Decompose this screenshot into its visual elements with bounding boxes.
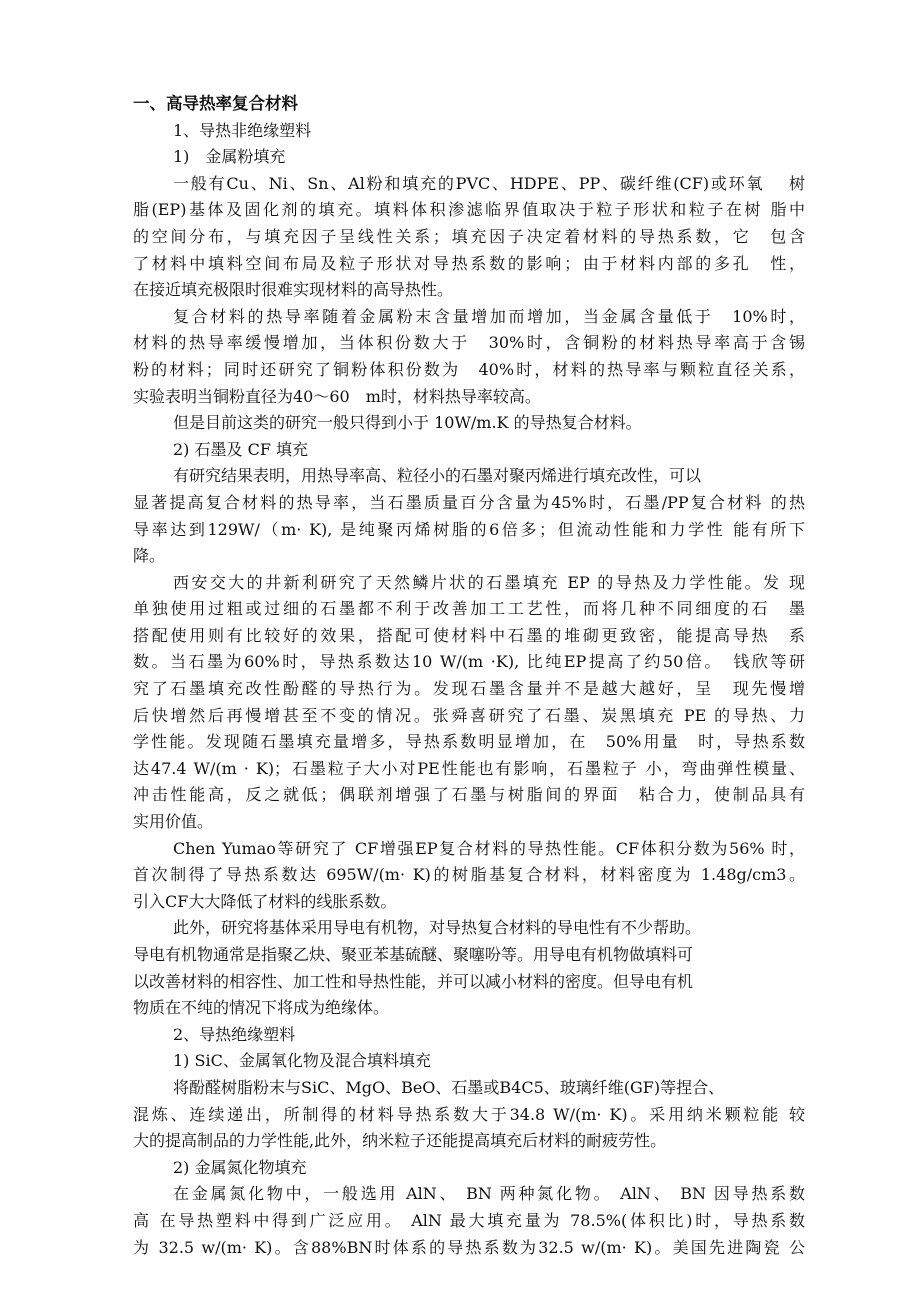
- text-line: 为 32.5 w/(m· K)。含88%BN时体系的导热系数为32.5 w/(m· K)。美国先进陶瓷 公: [133, 1237, 805, 1257]
- text-line: 2) 金属氮化物填充: [173, 1157, 307, 1177]
- text-line: 在金属氮化物中，一般选用 AlN、 BN 两种氮化物。 AlN、 BN 因导热系数: [173, 1184, 805, 1204]
- text-line: 导率达到129W/（m· K), 是纯聚丙烯树脂的6倍多；但流动性能和力学性 能有所下: [133, 519, 805, 539]
- text-line: 后快增然后再慢增甚至不变的情况。张舜喜研究了石墨、炭黑填充 PE 的导热、力: [133, 705, 805, 725]
- text-line: 粉的材料；同时还研究了铜粉体积份数为 40%时，材料的热导率与颗粒直径关系，: [133, 359, 805, 379]
- text-line: 此外，研究将基体采用导电有机物，对导热复合材料的导电性有不少帮助。: [173, 918, 702, 938]
- text-line: 究了石墨填充改性酚醛的导热行为。发现石墨含量并不是越大越好，呈 现先慢增: [133, 679, 805, 699]
- text-line: 一般有Cu、Ni、Sn、Al粉和填充的PVC、HDPE、PP、碳纤维(CF)或环氧 树: [173, 173, 805, 193]
- text-line: 1) 金属粉填充: [173, 147, 286, 167]
- text-line: 单独使用过粗或过细的石墨都不利于改善加工工艺性，而将几种不同细度的石 墨: [133, 599, 805, 619]
- text-line: 显著提高复合材料的热导率，当石墨质量百分含量为45%时，石墨/PP复合材料 的热: [133, 492, 805, 512]
- text-line: 数。当石墨为60%时，导热系数达10 W/(m ·K), 比纯EP提高了约50倍。 钱欣等研: [133, 652, 805, 672]
- text-line: 达47.4 W/(m · K)；石墨粒子大小对PE性能也有影响，石墨粒子 小，弯曲弹性模量、: [133, 758, 805, 778]
- text-line: 复合材料的热导率随着金属粉末含量增加而增加，当金属含量低于 10%时，: [173, 306, 805, 326]
- text-line: 西安交大的井新利研究了天然鳞片状的石墨填充 EP 的导热及力学性能。发 现: [173, 572, 805, 592]
- text-line: 2) 石墨及 CF 填充: [173, 439, 309, 459]
- text-line: 导电有机物通常是指聚乙炔、聚亚苯基硫醚、聚噻吩等。用导电有机物做填料可: [133, 945, 694, 964]
- document-body: [133, 118, 805, 1262]
- text-line: 大的提高制品的力学性能,此外，纳米粒子还能提高填充后材料的耐疲劳性。: [133, 1131, 667, 1151]
- text-line: Chen Yumao等研究了 CF增强EP复合材料的导热性能。CF体积分数为56% 时，: [173, 838, 805, 858]
- text-line: 混炼、连续递出，所制得的材料导热系数大于34.8 W/(m· K)。采用纳米颗粒能 较: [133, 1104, 805, 1124]
- text-line: 搭配使用则有比较好的效果，搭配可使材料中石墨的堆砌更致密，能提高导热 系: [133, 625, 805, 645]
- text-line: 的空间分布，与填充因子呈线性关系；填充因子决定着材料的导热系数，它 包含: [133, 226, 805, 246]
- text-line: 了材料中填料空间布局及粒子形状对导热系数的影响；由于材料内部的多孔 性，: [133, 253, 805, 273]
- text-line: 实用价值。: [133, 812, 214, 832]
- text-line: 脂(EP)基体及固化剂的填充。填料体积渗滤临界值取决于粒子形状和粒子在树 脂中: [133, 200, 805, 220]
- text-line: 高 在导热塑料中得到广泛应用。 AlN 最大填充量为 78.5%(体积比)时，导热系数: [133, 1210, 805, 1230]
- text-line: 但是目前这类的研究一般只得到小于 10W/m.K 的导热复合材料。: [173, 413, 642, 433]
- text-line: 将酚醛树脂粉末与SiC、MgO、BeO、石墨或B4C5、玻璃纤维(GF)等捏合、: [173, 1077, 725, 1097]
- text-line: 降。: [133, 546, 166, 566]
- text-line: 物质在不纯的情况下将成为绝缘体。: [133, 998, 390, 1018]
- text-line: 冲击性能高，反之就低；偶联剂增强了石墨与树脂间的界面 粘合力，使制品具有: [133, 785, 805, 805]
- text-line: 以改善材料的相容性、加工性和导热性能，并可以减小材料的密度。但导电有机: [133, 971, 694, 991]
- text-line: 有研究结果表明，用热导率高、粒径小的石墨对聚丙烯进行填充改性，可以: [173, 466, 702, 486]
- text-line: 1、导热非绝缘塑料: [173, 120, 312, 140]
- text-line: 首次制得了导热系数达 695W/(m· K)的树脂基复合材料，材料密度为 1.48g/cm3。: [133, 865, 805, 885]
- section-title: 一、高导热率复合材料: [133, 94, 298, 113]
- text-line: 1) SiC、金属氧化物及混合填料填充: [173, 1051, 431, 1071]
- text-line: 引入CF大大降低了材料的线胀系数。: [133, 891, 397, 911]
- text-line: 实验表明当铜粉直径为40〜60 m时，材料热导率较高。: [133, 386, 541, 406]
- text-line: 学性能。发现随石墨填充量增多，导热系数明显增加，在 50%用量 时，导热系数: [133, 732, 805, 752]
- text-line: 材料的热导率缓慢增加，当体积份数大于 30%时，含铜粉的材料热导率高于含锡: [133, 333, 805, 353]
- text-line: 在接近填充极限时很难实现材料的高导热性。: [133, 280, 454, 300]
- text-line: 2、导热绝缘塑料: [173, 1024, 296, 1044]
- document-page: [133, 91, 805, 1261]
